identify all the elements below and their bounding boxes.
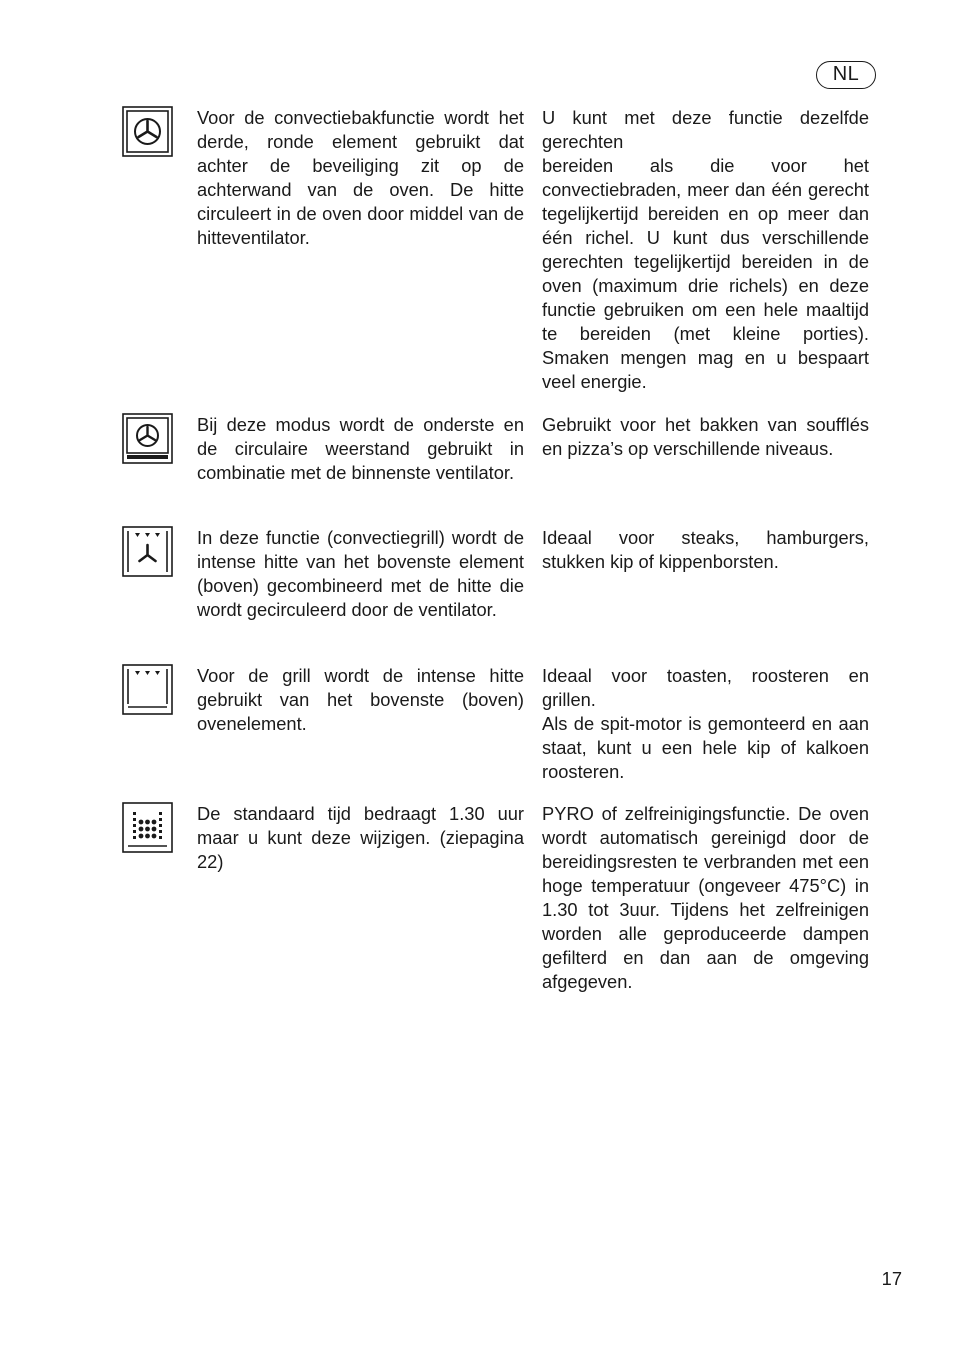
fan-bottom-heat-icon xyxy=(122,413,173,464)
pyrolytic-cleaning-icon xyxy=(122,802,173,853)
function-description: Bij deze modus wordt de onderste en de circulaire weerstand gebruikt in combinatie met de binnenste ventilator. xyxy=(197,414,524,483)
function-usage: Gebruikt voor het bakken van soufflés en pizza’s op verschillende niveaus. xyxy=(542,414,869,459)
function-description: In deze functie (convectiegrill) wordt de intense hitte van het bovenste element (boven) gecombineerd met de hitte die wordt gecirculeerd door de ventilator. xyxy=(197,527,524,620)
function-usage: Ideaal voor steaks, hamburgers, stukken kip of kippenborsten. xyxy=(542,527,869,572)
fan-convection-icon xyxy=(122,106,173,157)
page-number: 17 xyxy=(881,1268,902,1289)
function-usage: Ideaal voor toasten, roosteren en grillen. Als de spit-motor is gemonteerd en aan staat, kunt u een hele kip of kalkoen roosteren. xyxy=(542,665,869,782)
function-description: De standaard tijd bedraagt 1.30 uur maar u kunt deze wijzigen. (ziepagina 22) xyxy=(197,803,524,872)
function-usage: U kunt met deze functie dezelfde gerechten bereiden als die voor het convectiebraden, meer dan één gerecht tegelijkertijd bereiden en op meer dan één richel. U kunt dus verschillende gerechten tegelijkertijd bereiden in de oven (maximum drie richels) en deze functie gebruiken om een hele maaltijd te bereiden (met kleine porties). Smaken mengen mag en u bespaart veel energie. xyxy=(542,107,869,392)
function-description: Voor de grill wordt de intense hitte gebruikt van het bovenste (boven) ovenelement. xyxy=(197,665,524,734)
grill-icon xyxy=(122,664,173,715)
language-badge: NL xyxy=(816,61,876,89)
function-usage: PYRO of zelfreinigingsfunctie. De oven wordt automatisch gereinigd door de bereidingsresten te verbranden met een hoge temperatuur (ongeveer 475°C) in 1.30 tot 3uur. Tijdens het zelfreinigen worden alle geproduceerde dampen gefilterd en dan aan de omgeving afgegeven. xyxy=(542,803,869,992)
function-description: Voor de convectiebakfunctie wordt het derde, ronde element gebruikt dat achter de beveiliging zit op de achterwand van de oven. De hitte circuleert in de oven door middel van de hitteventilator. xyxy=(197,107,524,248)
convection-grill-icon xyxy=(122,526,173,577)
